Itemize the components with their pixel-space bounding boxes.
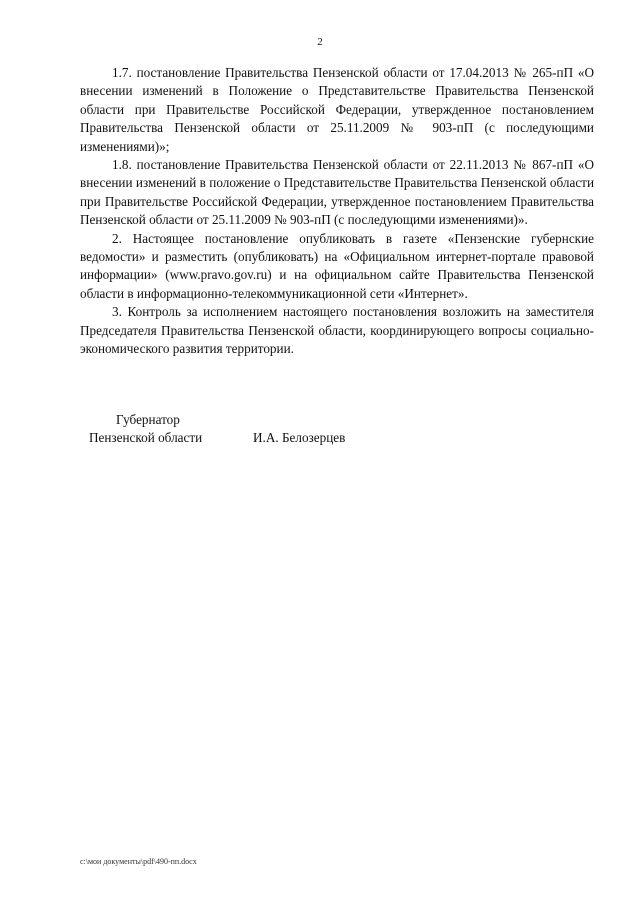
footer-file-path: c:\мои документы\pdf\490-пп.docx — [80, 857, 197, 866]
paragraph-2: 2. Настоящее постановление опубликовать в газете «Пензенские губернские ведомости» и разместить (опубликовать) на «Официальном интернет-портале правовой информации» (www.pravo.gov.ru) и на официальном сайте Правительства Пензенской области в информационно-телекоммуникационной сети «Интернет». — [80, 230, 594, 301]
document-body — [80, 64, 594, 359]
signer-title-line1: Губернатор — [116, 412, 180, 427]
signature-block — [0, 411, 640, 451]
page-number: 2 — [317, 36, 323, 48]
paragraph-3: 3. Контроль за исполнением настоящего постановления возложить на заместителя Председателя Правительства Пензенской области, координирующего вопросы социально-экономического развития территории. — [80, 304, 594, 357]
paragraph-1-8: 1.8. постановление Правительства Пензенской области от 22.11.2013 № 867-пП «О внесении изменений в положение о Представительстве Правительства Пензенской области при Правительстве Российской Федерации, утвержденное постановлением Правительства Пензенской области от 25.11.2009 № 903-пП (с последующими изменениями)». — [80, 157, 594, 228]
signer-name: И.А. Белозерцев — [253, 430, 346, 446]
signer-title-line2: Пензенской области — [89, 430, 203, 446]
paragraph-1-7: 1.7. постановление Правительства Пензенской области от 17.04.2013 № 265-пП «О внесении изменений в Положение о Представительстве Правительства Пензенской области при Правительстве Российской Федерации, утвержденное постановлением Правительства Пензенской области от 25.11.2009 № 903-пП (с последующими изменениями)»; — [80, 65, 594, 154]
